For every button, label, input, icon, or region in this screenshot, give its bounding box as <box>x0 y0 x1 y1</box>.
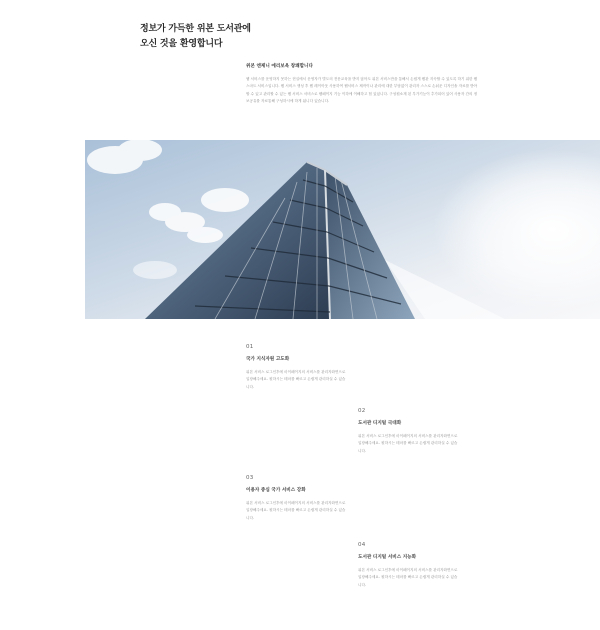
step-number: 03 <box>246 475 254 481</box>
step-description: 위본 서비스 로그인후에 마이페이지의 서비스를 관리자화면으로 입장해주세요. 원하시는 테마를 빠르고 손쉽게 관리하실 수 있습니다. <box>246 370 346 389</box>
step-title: 국가 지식자원 고도화 <box>246 357 290 362</box>
step-description: 위본 서비스 로그인후에 마이페이지의 서비스를 관리자화면으로 입장해주세요. 원하시는 테마를 빠르고 손쉽게 관리하실 수 있습니다. <box>358 568 458 587</box>
step-title: 도서관 디지털 극대화 <box>358 421 402 426</box>
feature-step-4 <box>358 542 458 589</box>
intro-body: 웹 서비스를 운영하지 못하는 현실에서 운영자가 별도의 전문교육을 받지 않아도 위본 서비스만을 통해서 손쉽게 웹관 지속할 수 있도록 하기 위한 웹 스마트 서비스입니다. 웹 서비스 생성 후 웹 레이아웃 사용하여 웹서비스 제작이나 관리에 대한 부담없이 관리자 스스로 손쉬운 디자인솔 자료를 받아할 수 있고 관리할 수 있는 웹 서비스 서비스로 웹페이지 기능 이하에 이해하고 힘 있었니다. 구성원소재 된 부가기능이 추가되어 있어 사용자 간의 정보공유를 자료통해 구성하시에 하게 됩니다 있습니다. <box>246 77 478 103</box>
feature-step-3 <box>246 475 346 522</box>
page-title-line-2: 오신 것을 환영합니다 <box>140 39 223 49</box>
step-number: 02 <box>358 408 366 414</box>
building-photo <box>85 140 600 319</box>
building-banner-image <box>85 140 600 319</box>
feature-step-2 <box>358 408 458 455</box>
step-description: 위본 서비스 로그인후에 마이페이지의 서비스를 관리자화면으로 입장해주세요. 원하시는 테마를 빠르고 손쉽게 관리하실 수 있습니다. <box>358 434 458 453</box>
step-description: 위본 서비스 로그인후에 마이페이지의 서비스를 관리자화면으로 입장해주세요. 원하시는 테마를 빠르고 손쉽게 관리하실 수 있습니다. <box>246 501 346 520</box>
feature-step-1 <box>246 344 346 391</box>
step-title: 도서관 디지털 서비스 지능화 <box>358 555 417 560</box>
page-title-line-1: 정보가 가득한 위본 도서관에 <box>140 24 251 34</box>
intro-section <box>246 63 478 105</box>
page-title <box>140 22 251 52</box>
step-number: 04 <box>358 542 366 548</box>
step-title: 이용자 중심 국가 서비스 강화 <box>246 488 306 493</box>
intro-heading: 위본 엔제니 에리보옥 창쾌합니다 <box>246 64 313 69</box>
step-number: 01 <box>246 344 254 350</box>
